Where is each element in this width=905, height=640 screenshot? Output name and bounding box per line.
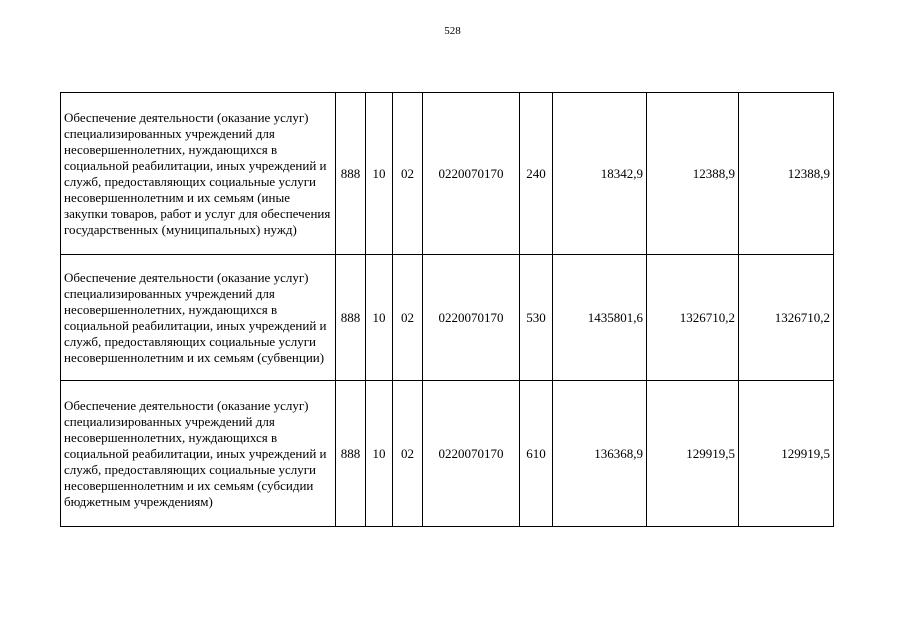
amount-year-3: 12388,9 [739, 93, 834, 255]
subsection-code: 02 [393, 93, 423, 255]
budget-table [60, 92, 834, 527]
ministry-code: 888 [336, 93, 366, 255]
target-article-code: 0220070170 [423, 255, 520, 381]
section-code: 10 [366, 381, 393, 527]
subsection-code: 02 [393, 255, 423, 381]
table-row [61, 255, 834, 381]
target-article-code: 0220070170 [423, 381, 520, 527]
target-article-code: 0220070170 [423, 93, 520, 255]
page-number: 528 [444, 25, 461, 37]
expense-type-code: 610 [520, 381, 553, 527]
ministry-code: 888 [336, 381, 366, 527]
expense-type-code: 240 [520, 93, 553, 255]
table-row [61, 381, 834, 527]
ministry-code: 888 [336, 255, 366, 381]
subsection-code: 02 [393, 381, 423, 527]
table-row [61, 93, 834, 255]
amount-year-3: 129919,5 [739, 381, 834, 527]
expense-type-code: 530 [520, 255, 553, 381]
row-description: Обеспечение деятельности (оказание услуг) специализированных учреждений для несовершеннолетних, нуждающихся в социальной реабилитации, иных учреждений и служб, предоставляющих социальные услуги несовершеннолетним и их семьям (субсидии бюджетным учреждениям) [61, 381, 336, 527]
amount-year-3: 1326710,2 [739, 255, 834, 381]
amount-year-2: 1326710,2 [647, 255, 739, 381]
row-description: Обеспечение деятельности (оказание услуг) специализированных учреждений для несовершеннолетних, нуждающихся в социальной реабилитации, иных учреждений и служб, предоставляющих социальные услуги несовершеннолетним и их семьям (субвенции) [61, 255, 336, 381]
amount-year-2: 12388,9 [647, 93, 739, 255]
amount-year-1: 136368,9 [553, 381, 647, 527]
section-code: 10 [366, 255, 393, 381]
amount-year-1: 18342,9 [553, 93, 647, 255]
section-code: 10 [366, 93, 393, 255]
row-description: Обеспечение деятельности (оказание услуг) специализированных учреждений для несовершеннолетних, нуждающихся в социальной реабилитации, иных учреждений и служб, предоставляющих социальные услуги несовершеннолетним и их семьям (иные закупки товаров, работ и услуг для обеспечения государственных (муниципальных) нужд) [61, 93, 336, 255]
amount-year-2: 129919,5 [647, 381, 739, 527]
amount-year-1: 1435801,6 [553, 255, 647, 381]
